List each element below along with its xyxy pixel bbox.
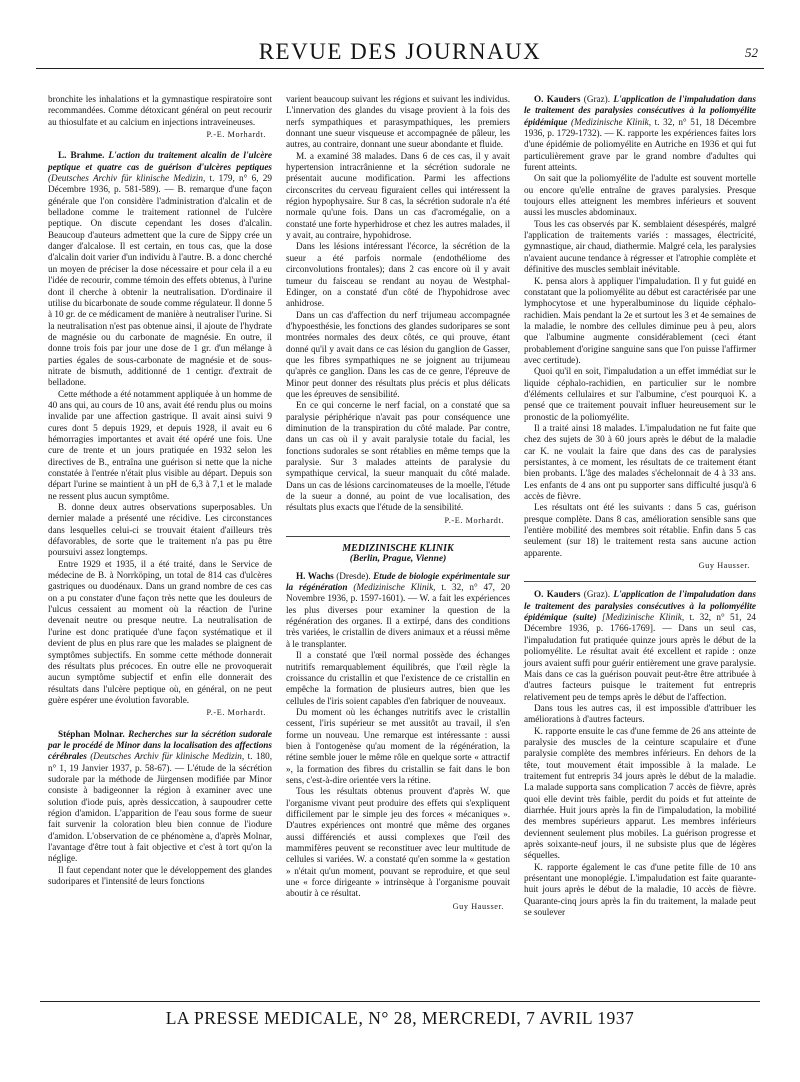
article-author: Stéphan Molnar.	[58, 728, 125, 739]
paragraph: Les résultats ont été les suivants : dans 5 cas, guérison presque complète. Dans 8 cas, amélioration sensible sans que l'entière mobilité des membres soit rétablie. Enfin dans 5 cas seulement (sur 18) le traitement resta sans aucune action apparente.	[524, 502, 756, 558]
signature: Guy Hausser.	[698, 561, 750, 571]
article-title: L'application de l'impaludation dans le traitement des paralysies consécutives à la poliomyélite épidémique	[524, 94, 756, 127]
page-number: 52	[745, 45, 758, 60]
column-1	[48, 94, 272, 887]
signature: Guy Hausser.	[452, 901, 504, 911]
signature: P.-E. Morhardt.	[206, 130, 266, 140]
article-city: (Graz).	[580, 589, 611, 600]
journal-title: REVUE DES JOURNAUX	[258, 39, 542, 64]
paragraph: Dans tous les autres cas, il est impossible d'attribuer les améliorations à d'autres facteurs.	[524, 702, 756, 725]
article-reference: t. 180, n° 1, 19 Janvier 1937, p. 58-67).	[48, 751, 272, 773]
paragraph: K. rapporte ensuite le cas d'une femme de 26 ans atteinte de paralysie des muscles de la ceinture scapulaire et d'une paralysie complète des membres inférieurs. En dehors de la tête, tout mouvement était impossible à la malade. Le traitement fut entrepris 34 jours après le début de la maladie. La malade supporta sans complication 7 accès de fièvre, après quoi elle devint très faible, perdit du poids et fut atteinte de diarrhée. Huit jours après la fin de l'impaludation, la mobilité des membres supérieurs apparut. Les membres inférieurs deviennent seulement plus mobiles. La guérison progresse et après soixante-neuf jours, il ne subsiste plus que de légères séquelles.	[524, 725, 756, 861]
article-brahme	[48, 150, 272, 388]
article-source: (Medizinische Klinik,	[347, 582, 436, 593]
article-title: Etude de biologie expérimentale sur la régénération	[286, 570, 510, 593]
article-title: Recherches sur la sécrétion sudorale par le procédé de Minor dans la localisation des affections cérébrales	[48, 728, 272, 762]
article-text: — W. a fait les expériences les plus diverses pour examiner la question de la régénération des organes. Il a extirpé, dans des conditions très variées, le cristallin de divers animaux et a réussi même à le transplanter.	[286, 593, 510, 649]
paragraph: Il a traité ainsi 18 malades. L'impaludation ne fut faite que chez des sujets de 30 à 60 jours après le début de la maladie car K. ne voulait la faire que dans des cas de paralysies persistantes, à ce moment, les résultats de ce traitement étant bien probants. L'âge des malades s'échelonnait de 4 à 33 ans. Les enfants de 4 ans ont pu supporter sans difficulté jusqu'à 6 accès de fièvre.	[524, 422, 756, 502]
article-text: — K. rapporte les expériences faites lors d'une épidémie de poliomyélite en Autriche en 1936 et qui fut particulièrement grave par le grand nombre d'adultes qui furent atteints.	[524, 128, 756, 173]
article-text: — Dans un seul cas, l'impaludation fut pratiquée quinze jours après le début de la poliomyélite. Le résultat avait été excellent et rapide : onze jours avaient suffi pour guérir entièrement une grave paralysie. Mais dans ce cas la guérison pouvait peut-être être attribuée à d'autres facteurs puisque le traitement fut entrepris relativement peu de temps après le début de l'affection.	[524, 623, 756, 702]
paragraph: K. rapporte également le cas d'une petite fille de 10 ans présentant une monoplégie. L'impaludation est faite quarante-huit jours après le début de la maladie, 10 accès de fièvre. Quarante-cinq jours après la fin du traitement, la malade peut se soulever	[524, 861, 756, 918]
section-subheading: (Berlin, Prague, Vienne)	[349, 554, 447, 565]
article-title: L'action du traitement alcalin de l'ulcère peptique et quatre cas de guérison d'ulcères peptiques	[48, 150, 273, 172]
paragraph: En ce qui concerne le nerf facial, on a constaté que sa paralysie périphérique n'avait pas pour conséquence une diminution de la transpiration du côté malade. Par contre, dans un cas où il y avait paralysie totale du facial, les fonctions sudorales se sont rétablies en même temps que la paralysie. Sur 3 malades atteints de paralysie du sympathique cervical, la sueur manquait du côté malade. Dans un cas de lésions carcinomateuses de la moelle, l'étude de la sueur a donné, au point de vue localisation, des résultats plus exacts que l'étude de la sensibilité.	[286, 400, 510, 513]
signature: P.-E. Morhardt.	[206, 708, 266, 718]
page-header	[36, 38, 764, 69]
article-reference: t. 32, n° 51, 18 Décembre 1936, p. 1729-1732).	[524, 116, 756, 139]
article-author: O. Kauders	[534, 589, 581, 600]
article-text: — B. remarque d'une façon générale que l'on considère l'administration d'alcalin et de belladone comme le traitement rationnel de l'ulcère peptique. On discute cependant les doses d'alcalin. Beaucoup d'auteurs admettent que la cure de Sippy crée un danger d'alcalose. Il est certain, en tous cas, que la dose d'alcalin doit varier d'un individu à l'autre. B. a donc cherché un moyen de préciser la dose nécessaire et pour cela il a eu l'idée de recourir, comme témoin des effets obtenus, à l'urine dont il cherche à obtenir la neutralisation. D'ordinaire il utilise du bicarbonate de soude comme régulateur. Il donne 5 à 10 gr. de ce médicament de manière à neutraliser l'urine. Si la neutralisation n'est pas obtenue ainsi, il ajoute de l'hydrate de magnésie ou du carbonate de magnésie. En outre, il donne trois fois par jour une dose de 1 gr. d'un mélange à parties égales de sous-carbonate de magnésie et de sous-nitrate de bismuth, additionné de 1 centigr. d'extrait de belladone.	[48, 184, 273, 388]
paragraph: Dans un cas d'affection du nerf trijumeau accompagnée d'hypoesthésie, les fonctions des glandes sudoripares se sont montrées normales des deux côtés, ce qui prouve, étant donné qu'il y avait dans ce cas lésion du ganglion de Gasser, que les fibres sympathiques ne se joignent au trijumeau qu'après ce ganglion. Dans les cas de ce genre, l'épreuve de Minor peut donner des résultats plus précis et plus délicats que les épreuves de sensibilité.	[286, 309, 510, 399]
paragraph: Tous les cas observés par K. semblaient désespérés, malgré l'application de traitements variés : massages, électricité, gymnastique, air chaud, diathermie. Malgré cela, les paralysies n'avaient aucune tendance à régresser et l'atrophie complète et définitive des muscles semblait inévitable.	[524, 218, 756, 275]
article-author: O. Kauders	[534, 94, 581, 104]
paragraph: Tous les résultats obtenus prouvent d'après W. que l'organisme vivant peut produire des effets qui s'expliquent difficilement par le simple jeu des forces « mécaniques ». D'autres expériences ont montré que même des organes aussi différenciés et aussi complexes que l'œil des mammifères peuvent se reconstituer avec leur multitude de cellules si variées. W. a constaté qu'en somme la « gestation » n'était qu'un moment, pouvant se reproduire, et que seul une « force dirigeante » intrinsèque à l'organisme pouvait aboutir à ce résultat.	[286, 786, 510, 899]
paragraph: Cette méthode a été notamment appliquée à un homme de 40 ans qui, au cours de 10 ans, avait été rendu plus ou moins invalide par une affection gastrique. Il avait ainsi suivi 9 cures dont 5 depuis 1929, et depuis 1928, il avait eu 6 hémorragies importantes et avait été opéré une fois. Une cure de trente et un jours pratiquée en 1932 selon les directives de B., entraîna une guérison si nette que la niche constatée à l'entrée n'était plus visible au départ. Depuis son départ l'urine se maintient à un pH de 6,3 à 7,1 et le malade ne ressent plus aucun symptôme.	[48, 388, 272, 501]
divider	[524, 581, 756, 582]
article-city: (Dresde).	[333, 570, 371, 581]
signature: P.-E. Morhardt.	[444, 515, 504, 525]
paragraph: Dans les lésions intéressant l'écorce, la sécrétion de la sueur a été parfois normale (endothéliome des circonvolutions frontales); dans 2 cas encore où il y avait tumeur du faisceau se rendant au noyau de Westphal-Edinger, on a constaté d'un côté de l'hypohidrose avec anhidrose.	[286, 241, 510, 309]
article-source: (Deutsches Archiv für klinische Medizin,	[48, 173, 206, 184]
article-wachs	[286, 571, 510, 650]
article-reference: t. 179, n° 6, 29 Décembre 1936, p. 581-589).	[48, 173, 272, 195]
section-heading: MEDIZINISCHE KLINIK	[286, 536, 510, 554]
article-kauders-2	[524, 589, 756, 702]
article-source: (Medizinische Klinik,	[567, 116, 652, 127]
paragraph: Il a constaté que l'œil normal possède des échanges nutritifs remarquablement équilibrés, que l'œil règle la croissance du cristallin et que l'existence de ce cristallin en empêche la formation de plusieurs autres, bien que les cellules de l'iris soient capables d'en fabriquer de nouveaux.	[286, 650, 510, 706]
column-3	[524, 94, 756, 918]
paragraph: Entre 1929 et 1935, il a été traité, dans le Service de médecine de B. à Norrköping, un total de 814 cas d'ulcères gastriques ou duodénaux. Dans un grand nombre de ces cas on a pu constater d'une façon très nette que les douleurs de l'ulcus cessaient au moment où la réaction de l'urine devenait neutre ou presque neutre. La neutralisation de l'urine est donc pratiquée d'une façon systématique et il devient de plus en plus rare que les malades se plaignent de symptômes subjectifs. En somme cette méthode donnerait des résultats plus précoces. En outre elle ne provoquerait aucun symptôme subjectif et enfin elle donnerait des résultats dans l'ulcère peptique où, en général, on ne peut guère espérer une évolution favorable.	[48, 558, 272, 705]
paragraph: Il faut cependant noter que le développement des glandes sudoripares et l'intensité de leurs fonctions	[48, 864, 272, 887]
paragraph: Quoi qu'il en soit, l'impaludation a un effet immédiat sur le liquide céphalo-rachidien, en particulier sur le nombre d'éléments cellulaires et sur l'albumine, c'est pourquoi K. a pensé que ce traitement pouvait influer heureusement sur le pronostic de la poliomyélite.	[524, 366, 756, 422]
paragraph: varient beaucoup suivant les régions et suivant les individus. L'innervation des glandes du visage provient à la fois des nerfs sympathiques et parasympathiques, les premiers donnant une sueur visqueuse et accompagnée de pâleur, les autres, au contraire, donnant une sueur abondante et fluide.	[286, 94, 510, 150]
paragraph: K. pensa alors à appliquer l'impaludation. Il y fut guidé en constatant que la poliomyélite au début est caractérisée par une lymphocytose et une hyperalbuminose du liquide céphalo-rachidien. Mais pendant la 2e et surtout les 3 et 4e semaines de la maladie, le nombre des cellules diminue peu à peu, alors que l'albumine augmente considérablement (ceci étant probablement d'origine sanguine sans que l'on puisse l'affirmer avec certitude).	[524, 275, 756, 365]
article-text: — L'étude de la sécrétion sudorale par la méthode de Jürgensen modifiée par Minor consiste à badigeonner la région à examiner avec une solution d'iode puis, après dessiccation, à saupoudrer cette région d'amidon. L'apparition de l'eau sous forme de sueur fait survenir la coloration bleu bien connue de l'iodure d'amidon. L'observation de ce phénomène a, d'après Molnar, l'avantage d'être tout à fait objective et c'est à tort qu'on la néglige.	[48, 762, 272, 864]
article-source: (Deutsches Archiv für klinische Medizin,	[86, 751, 245, 762]
column-2	[286, 94, 510, 922]
article-source: [Medizinische Klinik,	[596, 612, 685, 623]
page-footer: LA PRESSE MEDICALE, N° 28, MERCREDI, 7 AVRIL 1937	[40, 1001, 760, 1029]
article-reference: t. 32, n° 51, 24 Décembre 1936, p. 1766-1769].	[524, 612, 756, 634]
paragraph: B. donne deux autres observations superposables. Un dernier malade a présenté une récidive. Les circonstances dans lesquelles celui-ci se trouvait étaient d'ailleurs très défavorables, de sorte que le traitement n'a pas pu être poursuivi assez longtemps.	[48, 502, 272, 558]
paragraph: Du moment où les échanges nutritifs avec le cristallin cessent, l'iris supérieur se met aussitôt au travail, il s'en forme un nouveau. Une remarque est intéressante : aussi bien à l'ontogenèse qu'au moment de la régénération, la rétine semble jouer le même rôle en quelque sorte « attractif », la formation des fibres du cristallin se fait dans le bon sens, c'est-à-dire orientée vers la rétine.	[286, 706, 510, 785]
article-title: L'application de l'impaludation dans le traitement des paralysies consécutives à la poliomyélite épidémique (suite)	[524, 589, 756, 623]
paragraph: M. a examiné 38 malades. Dans 6 de ces cas, il y avait hypertension intracrânienne et la sécrétion sudorale ne présentait aucune modification. Parmi les affections circonscrites du cerveau figuraient celles qui intéressent la région hypophysaire. Sur 8 cas, la sécrétion sudorale n'a été normale qu'une fois. Dans un cas d'acromégalie, on a constaté une forte hyperhidrose et chez les autres malades, il y avait, au contraire, hypohidrose.	[286, 150, 510, 241]
article-city: (Graz).	[580, 94, 611, 104]
article-author: H. Wachs	[296, 570, 334, 581]
paragraph: bronchite les inhalations et la gymnastique respiratoire sont recommandées. Comme détoxicant général on peut recourir au thiosulfate et au calcium en injections intraveineuses.	[48, 94, 272, 127]
paragraph: On sait que la poliomyélite de l'adulte est souvent mortelle ou encore qu'elle entraîne de graves paralysies. Presque toujours elles atteignent les membres inférieurs et souvent aussi les muscles abdominaux.	[524, 173, 756, 218]
article-author: L. Brahme.	[58, 150, 105, 161]
article-kauders-1	[524, 94, 756, 173]
article-molnar	[48, 729, 272, 865]
article-reference: t. 32, n° 47, 20 Novembre 1936, p. 1597-1601).	[286, 582, 510, 604]
